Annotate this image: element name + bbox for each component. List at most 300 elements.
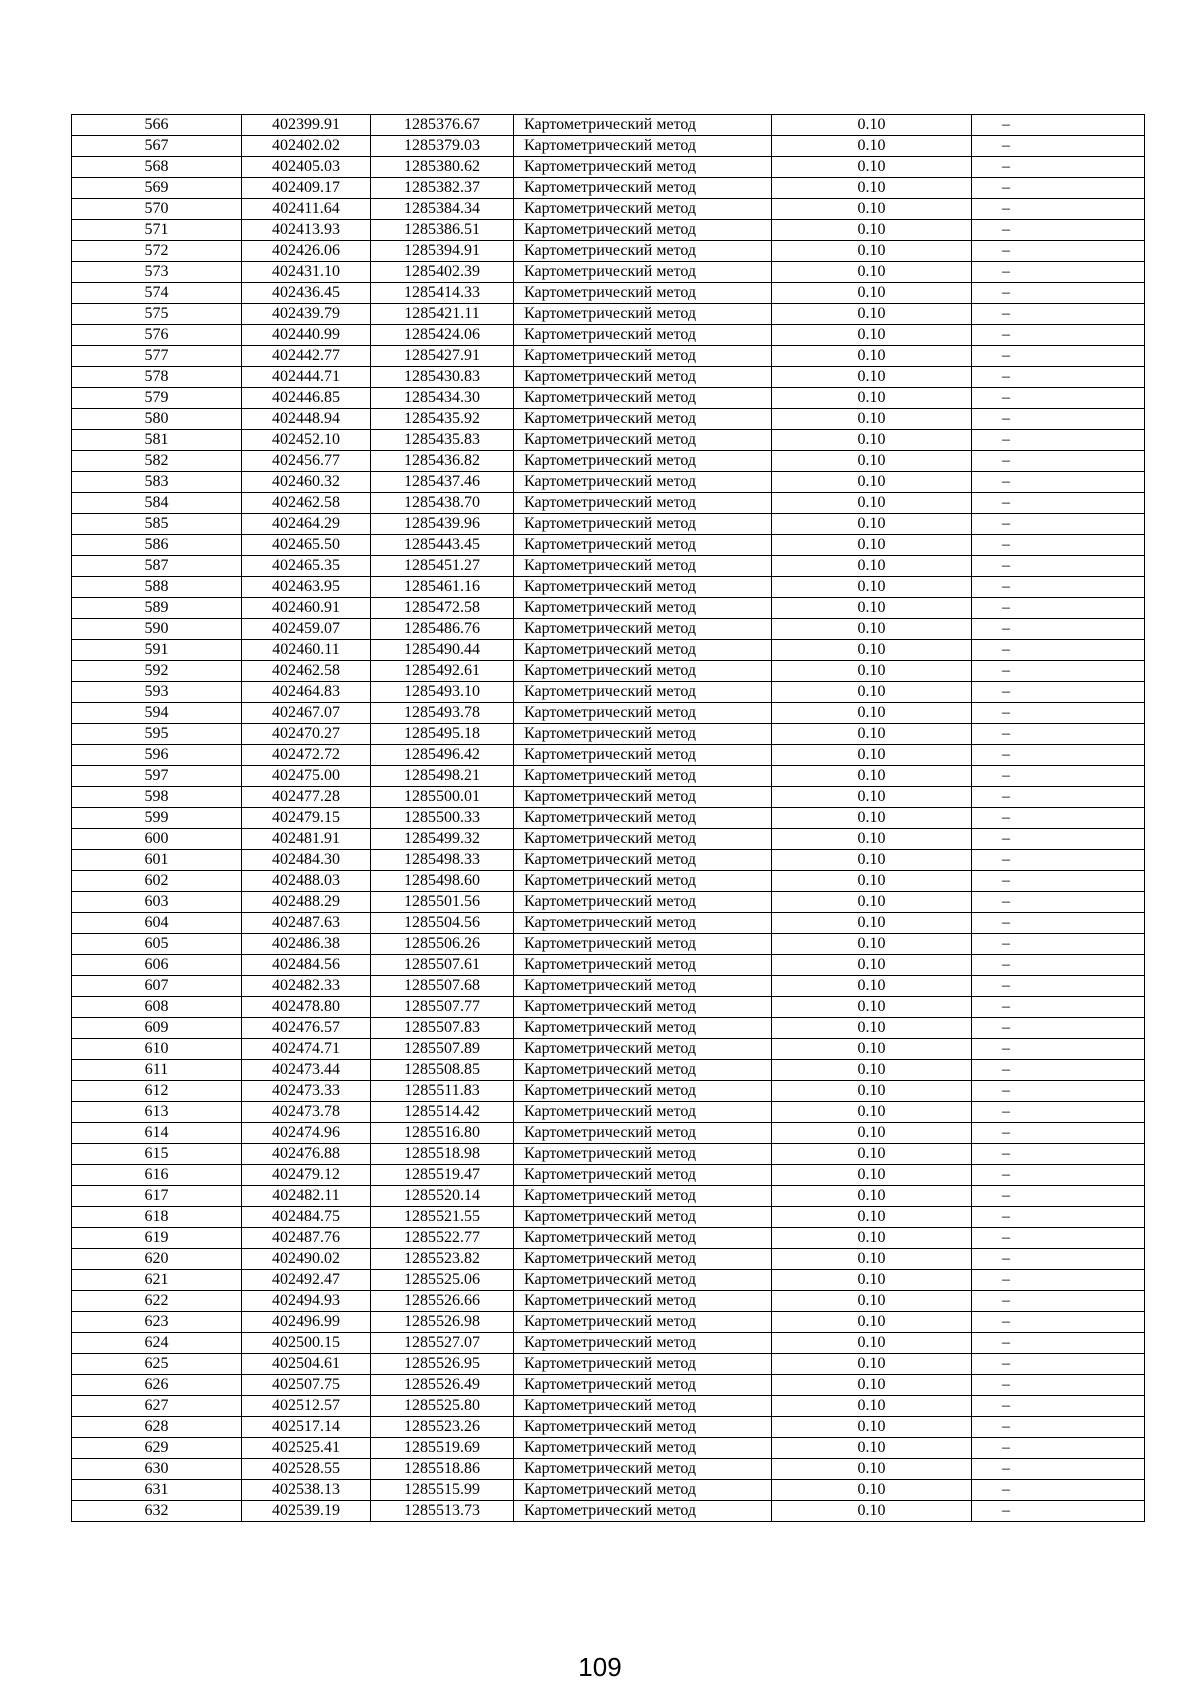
- method-cell: Картометрический метод: [514, 556, 772, 577]
- method-cell: Картометрический метод: [514, 850, 772, 871]
- table-row: [72, 262, 1145, 283]
- accuracy-cell: 0.10: [772, 325, 972, 346]
- method-cell: Картометрический метод: [514, 220, 772, 241]
- x-coordinate-cell: 402465.35: [242, 556, 371, 577]
- description-cell: –: [972, 1081, 1145, 1102]
- y-coordinate-cell: 1285414.33: [371, 283, 514, 304]
- table-row: [72, 1165, 1145, 1186]
- method-cell: Картометрический метод: [514, 304, 772, 325]
- description-cell: –: [972, 1039, 1145, 1060]
- method-cell: Картометрический метод: [514, 1018, 772, 1039]
- y-coordinate-cell: 1285514.42: [371, 1102, 514, 1123]
- x-coordinate-cell: 402500.15: [242, 1333, 371, 1354]
- y-coordinate-cell: 1285437.46: [371, 472, 514, 493]
- y-coordinate-cell: 1285382.37: [371, 178, 514, 199]
- y-coordinate-cell: 1285519.47: [371, 1165, 514, 1186]
- y-coordinate-cell: 1285380.62: [371, 157, 514, 178]
- table-row: [72, 1018, 1145, 1039]
- table-row: [72, 346, 1145, 367]
- table-row: [72, 997, 1145, 1018]
- y-coordinate-cell: 1285504.56: [371, 913, 514, 934]
- point-number-cell: 566: [72, 115, 242, 136]
- method-cell: Картометрический метод: [514, 619, 772, 640]
- accuracy-cell: 0.10: [772, 871, 972, 892]
- accuracy-cell: 0.10: [772, 220, 972, 241]
- y-coordinate-cell: 1285492.61: [371, 661, 514, 682]
- table-row: [72, 1417, 1145, 1438]
- description-cell: –: [972, 1396, 1145, 1417]
- accuracy-cell: 0.10: [772, 304, 972, 325]
- method-cell: Картометрический метод: [514, 136, 772, 157]
- method-cell: Картометрический метод: [514, 577, 772, 598]
- coordinates-table: [71, 114, 1145, 1522]
- table-row: [72, 892, 1145, 913]
- method-cell: Картометрический метод: [514, 997, 772, 1018]
- x-coordinate-cell: 402473.33: [242, 1081, 371, 1102]
- accuracy-cell: 0.10: [772, 766, 972, 787]
- method-cell: Картометрический метод: [514, 934, 772, 955]
- description-cell: –: [972, 682, 1145, 703]
- method-cell: Картометрический метод: [514, 430, 772, 451]
- point-number-cell: 587: [72, 556, 242, 577]
- table-row: [72, 178, 1145, 199]
- method-cell: Картометрический метод: [514, 262, 772, 283]
- accuracy-cell: 0.10: [772, 136, 972, 157]
- y-coordinate-cell: 1285386.51: [371, 220, 514, 241]
- description-cell: –: [972, 1165, 1145, 1186]
- y-coordinate-cell: 1285527.07: [371, 1333, 514, 1354]
- description-cell: –: [972, 1102, 1145, 1123]
- description-cell: –: [972, 388, 1145, 409]
- description-cell: –: [972, 1312, 1145, 1333]
- accuracy-cell: 0.10: [772, 1354, 972, 1375]
- description-cell: –: [972, 199, 1145, 220]
- y-coordinate-cell: 1285376.67: [371, 115, 514, 136]
- accuracy-cell: 0.10: [772, 1312, 972, 1333]
- x-coordinate-cell: 402459.07: [242, 619, 371, 640]
- accuracy-cell: 0.10: [772, 577, 972, 598]
- point-number-cell: 606: [72, 955, 242, 976]
- x-coordinate-cell: 402463.95: [242, 577, 371, 598]
- method-cell: Картометрический метод: [514, 1291, 772, 1312]
- accuracy-cell: 0.10: [772, 1417, 972, 1438]
- table-row: [72, 1060, 1145, 1081]
- description-cell: –: [972, 346, 1145, 367]
- description-cell: –: [972, 724, 1145, 745]
- point-number-cell: 608: [72, 997, 242, 1018]
- description-cell: –: [972, 514, 1145, 535]
- page-number: 109: [578, 1652, 622, 1682]
- method-cell: Картометрический метод: [514, 1165, 772, 1186]
- table-row: [72, 955, 1145, 976]
- y-coordinate-cell: 1285500.01: [371, 787, 514, 808]
- y-coordinate-cell: 1285525.06: [371, 1270, 514, 1291]
- table-row: [72, 577, 1145, 598]
- y-coordinate-cell: 1285498.33: [371, 850, 514, 871]
- method-cell: Картометрический метод: [514, 409, 772, 430]
- point-number-cell: 605: [72, 934, 242, 955]
- table-row: [72, 1039, 1145, 1060]
- x-coordinate-cell: 402504.61: [242, 1354, 371, 1375]
- table-row: [72, 1207, 1145, 1228]
- accuracy-cell: 0.10: [772, 1501, 972, 1522]
- point-number-cell: 617: [72, 1186, 242, 1207]
- description-cell: –: [972, 1333, 1145, 1354]
- table-row: [72, 640, 1145, 661]
- description-cell: –: [972, 1249, 1145, 1270]
- point-number-cell: 583: [72, 472, 242, 493]
- x-coordinate-cell: 402402.02: [242, 136, 371, 157]
- accuracy-cell: 0.10: [772, 640, 972, 661]
- y-coordinate-cell: 1285526.95: [371, 1354, 514, 1375]
- y-coordinate-cell: 1285394.91: [371, 241, 514, 262]
- method-cell: Картометрический метод: [514, 451, 772, 472]
- x-coordinate-cell: 402456.77: [242, 451, 371, 472]
- y-coordinate-cell: 1285523.82: [371, 1249, 514, 1270]
- table-row: [72, 661, 1145, 682]
- accuracy-cell: 0.10: [772, 1291, 972, 1312]
- y-coordinate-cell: 1285513.73: [371, 1501, 514, 1522]
- description-cell: –: [972, 892, 1145, 913]
- table-row: [72, 766, 1145, 787]
- x-coordinate-cell: 402411.64: [242, 199, 371, 220]
- method-cell: Картометрический метод: [514, 388, 772, 409]
- x-coordinate-cell: 402462.58: [242, 661, 371, 682]
- point-number-cell: 630: [72, 1459, 242, 1480]
- method-cell: Картометрический метод: [514, 682, 772, 703]
- description-cell: –: [972, 472, 1145, 493]
- accuracy-cell: 0.10: [772, 409, 972, 430]
- x-coordinate-cell: 402405.03: [242, 157, 371, 178]
- method-cell: Картометрический метод: [514, 514, 772, 535]
- point-number-cell: 612: [72, 1081, 242, 1102]
- method-cell: Картометрический метод: [514, 703, 772, 724]
- y-coordinate-cell: 1285507.89: [371, 1039, 514, 1060]
- accuracy-cell: 0.10: [772, 451, 972, 472]
- point-number-cell: 624: [72, 1333, 242, 1354]
- table-row: [72, 1375, 1145, 1396]
- y-coordinate-cell: 1285519.69: [371, 1438, 514, 1459]
- y-coordinate-cell: 1285523.26: [371, 1417, 514, 1438]
- method-cell: Картометрический метод: [514, 871, 772, 892]
- point-number-cell: 629: [72, 1438, 242, 1459]
- accuracy-cell: 0.10: [772, 955, 972, 976]
- accuracy-cell: 0.10: [772, 1396, 972, 1417]
- point-number-cell: 574: [72, 283, 242, 304]
- method-cell: Картометрический метод: [514, 1249, 772, 1270]
- point-number-cell: 627: [72, 1396, 242, 1417]
- x-coordinate-cell: 402473.78: [242, 1102, 371, 1123]
- table-row: [72, 199, 1145, 220]
- table-row: [72, 220, 1145, 241]
- point-number-cell: 609: [72, 1018, 242, 1039]
- point-number-cell: 626: [72, 1375, 242, 1396]
- point-number-cell: 573: [72, 262, 242, 283]
- accuracy-cell: 0.10: [772, 367, 972, 388]
- accuracy-cell: 0.10: [772, 913, 972, 934]
- description-cell: –: [972, 661, 1145, 682]
- description-cell: –: [972, 976, 1145, 997]
- point-number-cell: 581: [72, 430, 242, 451]
- x-coordinate-cell: 402525.41: [242, 1438, 371, 1459]
- method-cell: Картометрический метод: [514, 661, 772, 682]
- method-cell: Картометрический метод: [514, 1081, 772, 1102]
- point-number-cell: 602: [72, 871, 242, 892]
- y-coordinate-cell: 1285516.80: [371, 1123, 514, 1144]
- table-row: [72, 430, 1145, 451]
- y-coordinate-cell: 1285443.45: [371, 535, 514, 556]
- method-cell: Картометрический метод: [514, 1417, 772, 1438]
- description-cell: –: [972, 577, 1145, 598]
- point-number-cell: 585: [72, 514, 242, 535]
- description-cell: –: [972, 451, 1145, 472]
- point-number-cell: 584: [72, 493, 242, 514]
- table-row: [72, 808, 1145, 829]
- x-coordinate-cell: 402484.75: [242, 1207, 371, 1228]
- description-cell: –: [972, 1228, 1145, 1249]
- table-row: [72, 304, 1145, 325]
- description-cell: –: [972, 787, 1145, 808]
- point-number-cell: 595: [72, 724, 242, 745]
- x-coordinate-cell: 402481.91: [242, 829, 371, 850]
- x-coordinate-cell: 402487.63: [242, 913, 371, 934]
- method-cell: Картометрический метод: [514, 535, 772, 556]
- table-row: [72, 409, 1145, 430]
- method-cell: Картометрический метод: [514, 745, 772, 766]
- x-coordinate-cell: 402474.71: [242, 1039, 371, 1060]
- method-cell: Картометрический метод: [514, 472, 772, 493]
- y-coordinate-cell: 1285526.98: [371, 1312, 514, 1333]
- method-cell: Картометрический метод: [514, 955, 772, 976]
- y-coordinate-cell: 1285498.21: [371, 766, 514, 787]
- y-coordinate-cell: 1285495.18: [371, 724, 514, 745]
- description-cell: –: [972, 178, 1145, 199]
- x-coordinate-cell: 402507.75: [242, 1375, 371, 1396]
- description-cell: –: [972, 766, 1145, 787]
- x-coordinate-cell: 402475.00: [242, 766, 371, 787]
- x-coordinate-cell: 402440.99: [242, 325, 371, 346]
- accuracy-cell: 0.10: [772, 178, 972, 199]
- x-coordinate-cell: 402472.72: [242, 745, 371, 766]
- table-row: [72, 1312, 1145, 1333]
- point-number-cell: 598: [72, 787, 242, 808]
- point-number-cell: 632: [72, 1501, 242, 1522]
- method-cell: Картометрический метод: [514, 1039, 772, 1060]
- y-coordinate-cell: 1285511.83: [371, 1081, 514, 1102]
- method-cell: Картометрический метод: [514, 346, 772, 367]
- x-coordinate-cell: 402479.15: [242, 808, 371, 829]
- table-row: [72, 1081, 1145, 1102]
- table-row: [72, 619, 1145, 640]
- x-coordinate-cell: 402486.38: [242, 934, 371, 955]
- method-cell: Картометрический метод: [514, 1144, 772, 1165]
- description-cell: –: [972, 115, 1145, 136]
- point-number-cell: 622: [72, 1291, 242, 1312]
- method-cell: Картометрический метод: [514, 1207, 772, 1228]
- x-coordinate-cell: 402439.79: [242, 304, 371, 325]
- point-number-cell: 631: [72, 1480, 242, 1501]
- y-coordinate-cell: 1285434.30: [371, 388, 514, 409]
- accuracy-cell: 0.10: [772, 745, 972, 766]
- table-row: [72, 1270, 1145, 1291]
- accuracy-cell: 0.10: [772, 493, 972, 514]
- table-row: [72, 598, 1145, 619]
- table-row: [72, 388, 1145, 409]
- method-cell: Картометрический метод: [514, 1102, 772, 1123]
- accuracy-cell: 0.10: [772, 682, 972, 703]
- method-cell: Картометрический метод: [514, 1186, 772, 1207]
- table-row: [72, 157, 1145, 178]
- accuracy-cell: 0.10: [772, 1165, 972, 1186]
- x-coordinate-cell: 402462.58: [242, 493, 371, 514]
- accuracy-cell: 0.10: [772, 1186, 972, 1207]
- description-cell: –: [972, 850, 1145, 871]
- accuracy-cell: 0.10: [772, 115, 972, 136]
- y-coordinate-cell: 1285435.83: [371, 430, 514, 451]
- accuracy-cell: 0.10: [772, 1438, 972, 1459]
- description-cell: –: [972, 1459, 1145, 1480]
- x-coordinate-cell: 402488.29: [242, 892, 371, 913]
- x-coordinate-cell: 402413.93: [242, 220, 371, 241]
- y-coordinate-cell: 1285501.56: [371, 892, 514, 913]
- description-cell: –: [972, 325, 1145, 346]
- table-row: [72, 850, 1145, 871]
- x-coordinate-cell: 402482.11: [242, 1186, 371, 1207]
- method-cell: Картометрический метод: [514, 598, 772, 619]
- y-coordinate-cell: 1285496.42: [371, 745, 514, 766]
- method-cell: Картометрический метод: [514, 892, 772, 913]
- method-cell: Картометрический метод: [514, 1438, 772, 1459]
- point-number-cell: 572: [72, 241, 242, 262]
- point-number-cell: 578: [72, 367, 242, 388]
- accuracy-cell: 0.10: [772, 1270, 972, 1291]
- y-coordinate-cell: 1285439.96: [371, 514, 514, 535]
- y-coordinate-cell: 1285500.33: [371, 808, 514, 829]
- y-coordinate-cell: 1285526.49: [371, 1375, 514, 1396]
- table-row: [72, 1123, 1145, 1144]
- point-number-cell: 628: [72, 1417, 242, 1438]
- description-cell: –: [972, 640, 1145, 661]
- description-cell: –: [972, 1123, 1145, 1144]
- y-coordinate-cell: 1285435.92: [371, 409, 514, 430]
- x-coordinate-cell: 402488.03: [242, 871, 371, 892]
- point-number-cell: 594: [72, 703, 242, 724]
- accuracy-cell: 0.10: [772, 1144, 972, 1165]
- method-cell: Картометрический метод: [514, 913, 772, 934]
- table-row: [72, 1459, 1145, 1480]
- x-coordinate-cell: 402494.93: [242, 1291, 371, 1312]
- point-number-cell: 619: [72, 1228, 242, 1249]
- table-row: [72, 871, 1145, 892]
- method-cell: Картометрический метод: [514, 199, 772, 220]
- accuracy-cell: 0.10: [772, 556, 972, 577]
- description-cell: –: [972, 283, 1145, 304]
- method-cell: Картометрический метод: [514, 1060, 772, 1081]
- point-number-cell: 580: [72, 409, 242, 430]
- description-cell: –: [972, 1018, 1145, 1039]
- method-cell: Картометрический метод: [514, 1270, 772, 1291]
- accuracy-cell: 0.10: [772, 829, 972, 850]
- point-number-cell: 577: [72, 346, 242, 367]
- x-coordinate-cell: 402479.12: [242, 1165, 371, 1186]
- description-cell: –: [972, 829, 1145, 850]
- x-coordinate-cell: 402539.19: [242, 1501, 371, 1522]
- table-row: [72, 934, 1145, 955]
- y-coordinate-cell: 1285518.98: [371, 1144, 514, 1165]
- table-row: [72, 976, 1145, 997]
- y-coordinate-cell: 1285379.03: [371, 136, 514, 157]
- point-number-cell: 568: [72, 157, 242, 178]
- x-coordinate-cell: 402528.55: [242, 1459, 371, 1480]
- accuracy-cell: 0.10: [772, 808, 972, 829]
- point-number-cell: 623: [72, 1312, 242, 1333]
- accuracy-cell: 0.10: [772, 1459, 972, 1480]
- method-cell: Картометрический метод: [514, 976, 772, 997]
- point-number-cell: 597: [72, 766, 242, 787]
- accuracy-cell: 0.10: [772, 1207, 972, 1228]
- method-cell: Картометрический метод: [514, 241, 772, 262]
- point-number-cell: 592: [72, 661, 242, 682]
- table-row: [72, 1228, 1145, 1249]
- point-number-cell: 586: [72, 535, 242, 556]
- accuracy-cell: 0.10: [772, 850, 972, 871]
- description-cell: –: [972, 1186, 1145, 1207]
- x-coordinate-cell: 402496.99: [242, 1312, 371, 1333]
- description-cell: –: [972, 745, 1145, 766]
- description-cell: –: [972, 913, 1145, 934]
- method-cell: Картометрический метод: [514, 1123, 772, 1144]
- table-row: [72, 1480, 1145, 1501]
- table-row: [72, 724, 1145, 745]
- y-coordinate-cell: 1285430.83: [371, 367, 514, 388]
- y-coordinate-cell: 1285508.85: [371, 1060, 514, 1081]
- x-coordinate-cell: 402460.91: [242, 598, 371, 619]
- method-cell: Картометрический метод: [514, 640, 772, 661]
- accuracy-cell: 0.10: [772, 976, 972, 997]
- accuracy-cell: 0.10: [772, 199, 972, 220]
- y-coordinate-cell: 1285461.16: [371, 577, 514, 598]
- table-row: [72, 829, 1145, 850]
- point-number-cell: 571: [72, 220, 242, 241]
- accuracy-cell: 0.10: [772, 1102, 972, 1123]
- point-number-cell: 607: [72, 976, 242, 997]
- description-cell: –: [972, 598, 1145, 619]
- table-row: [72, 472, 1145, 493]
- x-coordinate-cell: 402517.14: [242, 1417, 371, 1438]
- x-coordinate-cell: 402484.56: [242, 955, 371, 976]
- x-coordinate-cell: 402446.85: [242, 388, 371, 409]
- point-number-cell: 614: [72, 1123, 242, 1144]
- x-coordinate-cell: 402476.57: [242, 1018, 371, 1039]
- x-coordinate-cell: 402467.07: [242, 703, 371, 724]
- point-number-cell: 576: [72, 325, 242, 346]
- description-cell: –: [972, 1438, 1145, 1459]
- y-coordinate-cell: 1285518.86: [371, 1459, 514, 1480]
- x-coordinate-cell: 402538.13: [242, 1480, 371, 1501]
- accuracy-cell: 0.10: [772, 430, 972, 451]
- description-cell: –: [972, 157, 1145, 178]
- x-coordinate-cell: 402492.47: [242, 1270, 371, 1291]
- table-row: [72, 682, 1145, 703]
- table-row: [72, 703, 1145, 724]
- x-coordinate-cell: 402478.80: [242, 997, 371, 1018]
- accuracy-cell: 0.10: [772, 997, 972, 1018]
- accuracy-cell: 0.10: [772, 787, 972, 808]
- description-cell: –: [972, 934, 1145, 955]
- y-coordinate-cell: 1285436.82: [371, 451, 514, 472]
- table-row: [72, 1501, 1145, 1522]
- x-coordinate-cell: 402448.94: [242, 409, 371, 430]
